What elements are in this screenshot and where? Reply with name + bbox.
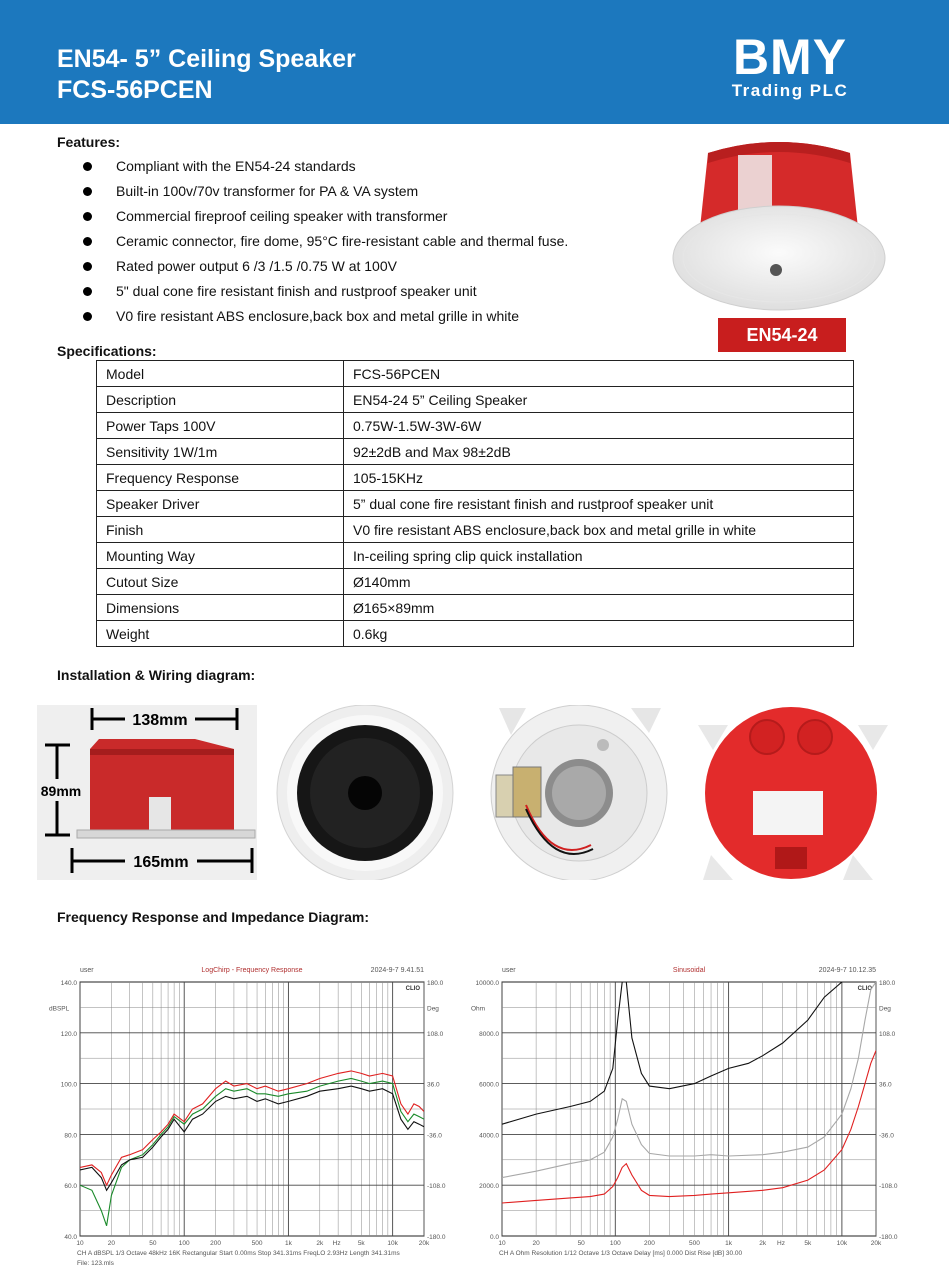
spec-value: 92±2dB and Max 98±2dB [344, 439, 854, 465]
x-tick-label: 1k [284, 1240, 292, 1247]
y-tick-label: 40.0 [64, 1234, 77, 1241]
x-tick-label: 200 [643, 1240, 655, 1247]
spec-key: Description [97, 387, 344, 413]
spec-row [97, 465, 854, 491]
chart-title: Sinusoidal [672, 967, 706, 974]
spec-row [97, 543, 854, 569]
spec-key: Sensitivity 1W/1m [97, 439, 344, 465]
y-tick-label: 2000.0 [479, 1183, 499, 1191]
spec-key: Power Taps 100V [97, 413, 344, 439]
chart-user-label: user [80, 967, 94, 974]
y2-axis-label: Deg [879, 1005, 891, 1013]
y-tick-label: 60.0 [64, 1183, 77, 1191]
spec-key: Mounting Way [97, 543, 344, 569]
x-tick-label: 200 [210, 1240, 222, 1247]
x-tick-label: 1k [725, 1240, 733, 1247]
y2-tick-label: -108.0 [879, 1183, 898, 1191]
feature-item: Commercial fireproof ceiling speaker with transformer [80, 206, 568, 231]
spec-value: 105-15KHz [344, 465, 854, 491]
y-tick-label: 140.0 [60, 980, 77, 987]
y-tick-label: 10000.0 [475, 980, 499, 987]
spec-key: Dimensions [97, 595, 344, 621]
x-tick-label: 5k [804, 1240, 812, 1247]
speaker-internal-photo [481, 705, 677, 880]
installation-heading: Installation & Wiring diagram: [57, 667, 256, 683]
frequency-heading: Frequency Response and Impedance Diagram: [57, 909, 369, 925]
product-photo [668, 133, 890, 313]
frequency-response-chart [48, 962, 458, 1272]
header-banner [0, 0, 949, 124]
spec-value: EN54-24 5” Ceiling Speaker [344, 387, 854, 413]
spec-row [97, 517, 854, 543]
x-tick-label: 10 [76, 1240, 84, 1247]
spec-value: Ø140mm [344, 569, 854, 595]
x-tick-label: Hz [332, 1240, 341, 1247]
y-tick-label: 6000.0 [479, 1081, 499, 1089]
spec-row [97, 491, 854, 517]
spec-value: FCS-56PCEN [344, 361, 854, 387]
y-tick-label: 8000.0 [479, 1030, 499, 1038]
x-tick-label: 50 [149, 1240, 157, 1247]
dim-side-label: 89mm [40, 783, 82, 799]
speaker-front-photo [268, 705, 463, 880]
y-tick-label: 100.0 [60, 1081, 77, 1089]
chart-footer: CH A Ohm Resolution 1/12 Octave 1/3 Octave Delay [ms] 0.000 Dist Rise [dB] 30.00 [499, 1250, 743, 1257]
x-tick-label: 10k [387, 1240, 398, 1247]
x-tick-label: 20 [532, 1240, 540, 1247]
feature-item: 5" dual cone fire resistant finish and rustproof speaker unit [80, 281, 568, 306]
spec-key: Cutout Size [97, 569, 344, 595]
dim-bottom-label: 165mm [133, 854, 189, 871]
feature-item: Rated power output 6 /3 /1.5 /0.75 W at 100V [80, 256, 568, 281]
spec-value: Ø165×89mm [344, 595, 854, 621]
spec-key: Speaker Driver [97, 491, 344, 517]
features-heading: Features: [57, 134, 121, 150]
x-tick-label: Hz [777, 1240, 785, 1247]
feature-item: Ceramic connector, fire dome, 95°C fire-resistant cable and thermal fuse. [80, 231, 568, 256]
spec-key: Frequency Response [97, 465, 344, 491]
spec-value: In-ceiling spring clip quick installation [344, 543, 854, 569]
y2-tick-label: -180.0 [879, 1234, 898, 1241]
chart-user-label: user [502, 967, 516, 974]
x-tick-label: 50 [577, 1240, 585, 1247]
x-tick-label: 100 [178, 1240, 190, 1247]
feature-item: V0 fire resistant ABS enclosure,back box and metal grille in white [80, 306, 568, 331]
en54-badge: EN54-24 [718, 318, 846, 352]
y2-tick-label: -36.0 [879, 1132, 894, 1140]
company-logo [720, 29, 860, 102]
y2-tick-label: -108.0 [427, 1183, 446, 1191]
x-tick-label: 2k [759, 1240, 767, 1247]
x-tick-label: 20k [870, 1240, 882, 1247]
x-tick-label: 10 [498, 1240, 506, 1247]
y-tick-label: 0.0 [489, 1234, 499, 1241]
spec-key: Weight [97, 621, 344, 647]
y2-tick-label: 180.0 [879, 980, 896, 987]
y-axis-label: Ohm [471, 1005, 486, 1013]
page-title [57, 44, 356, 106]
y2-tick-label: 180.0 [427, 980, 444, 987]
chart-timestamp: 2024-9-7 10.12.35 [818, 967, 876, 974]
y2-tick-label: 36.0 [427, 1081, 440, 1089]
spec-row [97, 595, 854, 621]
x-tick-label: 2k [316, 1240, 324, 1247]
x-tick-label: 20k [418, 1240, 430, 1247]
chart-brand: CLIO [405, 986, 420, 992]
impedance-chart [470, 962, 910, 1272]
y2-axis-label: Deg [427, 1005, 439, 1013]
x-tick-label: 20 [107, 1240, 115, 1247]
dim-top-label: 138mm [132, 712, 188, 729]
features-list [80, 156, 568, 331]
chart-footer: CH A dBSPL 1/3 Octave 48kHz 16K Rectangular Start 0.00ms Stop 341.31ms FreqLO 2.93Hz Length 341.31ms [77, 1250, 400, 1257]
y2-tick-label: -180.0 [427, 1234, 446, 1241]
x-tick-label: 500 [251, 1240, 263, 1247]
logo-sub-text: Trading PLC [731, 81, 849, 100]
spec-key: Finish [97, 517, 344, 543]
spec-value: V0 fire resistant ABS enclosure,back box and metal grille in white [344, 517, 854, 543]
spec-row [97, 569, 854, 595]
title-line-1: EN54- 5” Ceiling Speaker [57, 45, 356, 73]
spec-value: 0.6kg [344, 621, 854, 647]
logo-main-text: BMY [732, 29, 848, 85]
x-tick-label: 500 [689, 1240, 700, 1247]
y-tick-label: 120.0 [60, 1030, 77, 1038]
spec-value: 5” dual cone fire resistant finish and rustproof speaker unit [344, 491, 854, 517]
specifications-heading: Specifications: [57, 343, 157, 359]
y-tick-label: 4000.0 [479, 1132, 499, 1140]
speaker-back-photo [693, 705, 889, 880]
specifications-table [96, 360, 854, 647]
chart-title: LogChirp - Frequency Response [201, 967, 303, 974]
spec-row [97, 439, 854, 465]
chart-timestamp: 2024-9-7 9.41.51 [370, 967, 424, 974]
feature-item: Compliant with the EN54-24 standards [80, 156, 568, 181]
x-tick-label: 5k [357, 1240, 365, 1247]
spec-value: 0.75W-1.5W-3W-6W [344, 413, 854, 439]
title-line-2: FCS-56PCEN [57, 76, 213, 104]
y2-tick-label: 36.0 [879, 1081, 892, 1089]
y-tick-label: 80.0 [64, 1132, 77, 1140]
dimension-diagram [37, 705, 257, 880]
spec-row [97, 387, 854, 413]
y2-tick-label: -36.0 [427, 1132, 442, 1140]
chart-brand: CLIO [857, 986, 872, 992]
y-axis-label: dBSPL [49, 1005, 70, 1013]
spec-row [97, 621, 854, 647]
spec-row [97, 413, 854, 439]
x-tick-label: 10k [836, 1240, 848, 1247]
x-tick-label: 100 [609, 1240, 621, 1247]
y2-tick-label: 108.0 [427, 1030, 444, 1038]
spec-key: Model [97, 361, 344, 387]
chart-file-label: File: 123.mls [77, 1260, 114, 1267]
y2-tick-label: 108.0 [879, 1030, 896, 1038]
feature-item: Built-in 100v/70v transformer for PA & VA system [80, 181, 568, 206]
spec-row [97, 361, 854, 387]
